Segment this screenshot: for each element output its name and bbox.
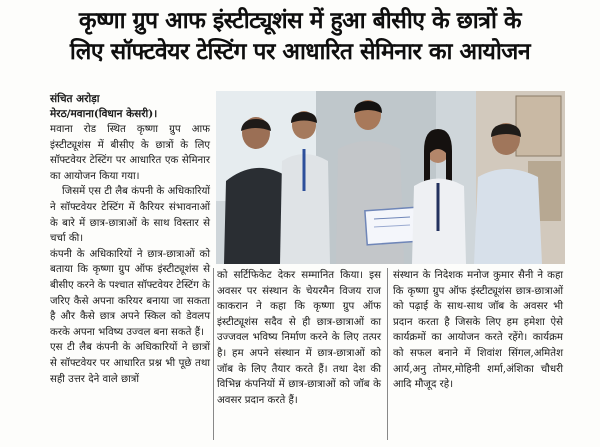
column-1-paragraph-4: एस टी लैब कंपनी के अधिकारियों ने छात्रों से सॉफ्टवेयर पर आधारित प्रश्न भी पूछे तथा सही उत्तर देने वाले छात्रों [50, 342, 210, 385]
headline [30, 6, 570, 68]
event-photo [216, 91, 565, 264]
headline-line-1: कृष्णा ग्रुप आफ इंस्टीट्यूशंस में हुआ बीसीए के छात्रों के [78, 8, 522, 34]
article-column-3 [393, 268, 563, 393]
column-divider-1 [213, 268, 214, 440]
column-divider-2 [387, 268, 388, 440]
column-1-paragraph-3: कंपनी के अधिकारियों ने छात्र-छात्राओं को बताया कि कृष्णा ग्रुप ऑफ इंस्टीट्यूशंस से बीसीए करने के पश्चात सॉफ्टवेयर टेस्टिंग के जरिए कैसे अपना करियर बनाया जा सकता है और कैसे छात्र अपने स्किल को डेवलप करके अपना भविष्य उज्वल बना सकते हैं। [50, 248, 210, 338]
event-photo-drawing [216, 91, 565, 264]
byline-author: संचित अरोड़ा [50, 93, 100, 105]
article-column-1 [50, 92, 210, 387]
byline-place: मेरठ/मवाना(विधान केसरी)। [50, 108, 158, 120]
column-2-paragraph-1: को सर्टिफिकेट देकर सम्मानित किया। इस अवसर पर संस्थान के चेयरमैन विजय राज काकरान ने कहा कि कृष्णा ग्रुप ऑफ इंस्टीट्यूशंस सदैव से ही छात्र-छात्राओं का उज्जवल भविष्य निर्माण करने के लिए तत्पर है। हम अपने संस्थान में छात्र-छात्राओं को जॉब के लिए तैयार करते हैं। तथा देश की विभिन्न कंपनियों में छात्र-छात्राओं को जॉब के अवसर प्रदान करते हैं। [217, 270, 381, 406]
column-1-paragraph-2: जिसमें एस टी लैब कंपनी के अधिकारियों ने सॉफ्टवेयर टेस्टिंग में कैरियर संभावनाओं के बारे में छात्र-छात्राओं के साथ विस्तार से चर्चा की। [50, 186, 210, 245]
article-column-2 [217, 268, 381, 408]
column-1-paragraph-1: मवाना रोड स्थित कृष्णा ग्रुप आफ इंस्टीट्यूशंस में बीसीए के छात्रों के लिए सॉफ्टवेयर टेस्टिंग पर आधारित एक सेमिनार का आयोजन किया गया। [50, 124, 210, 182]
column-3-paragraph-1: संस्थान के निदेशक मनोज कुमार सैनी ने कहा कि कृष्णा ग्रुप ऑफ इंस्टीट्यूशंस छात्र-छात्राओं को पढ़ाई के साथ-साथ जॉब के अवसर भी प्रदान करता है जिसके लिए हम हमेशा ऐसे कार्यक्रमों का आयोजन करते रहेंगे। कार्यक्रम को सफल बनाने में शिवांश सिंगल,अमितेश आर्य,अनु तोमर,मोहिनी शर्मा,अंशिका चौधरी आदि मौजूद रहे। [393, 270, 563, 391]
headline-line-2: लिए सॉफ्टवेयर टेस्टिंग पर आधारित सेमिनार का आयोजन [69, 39, 531, 65]
